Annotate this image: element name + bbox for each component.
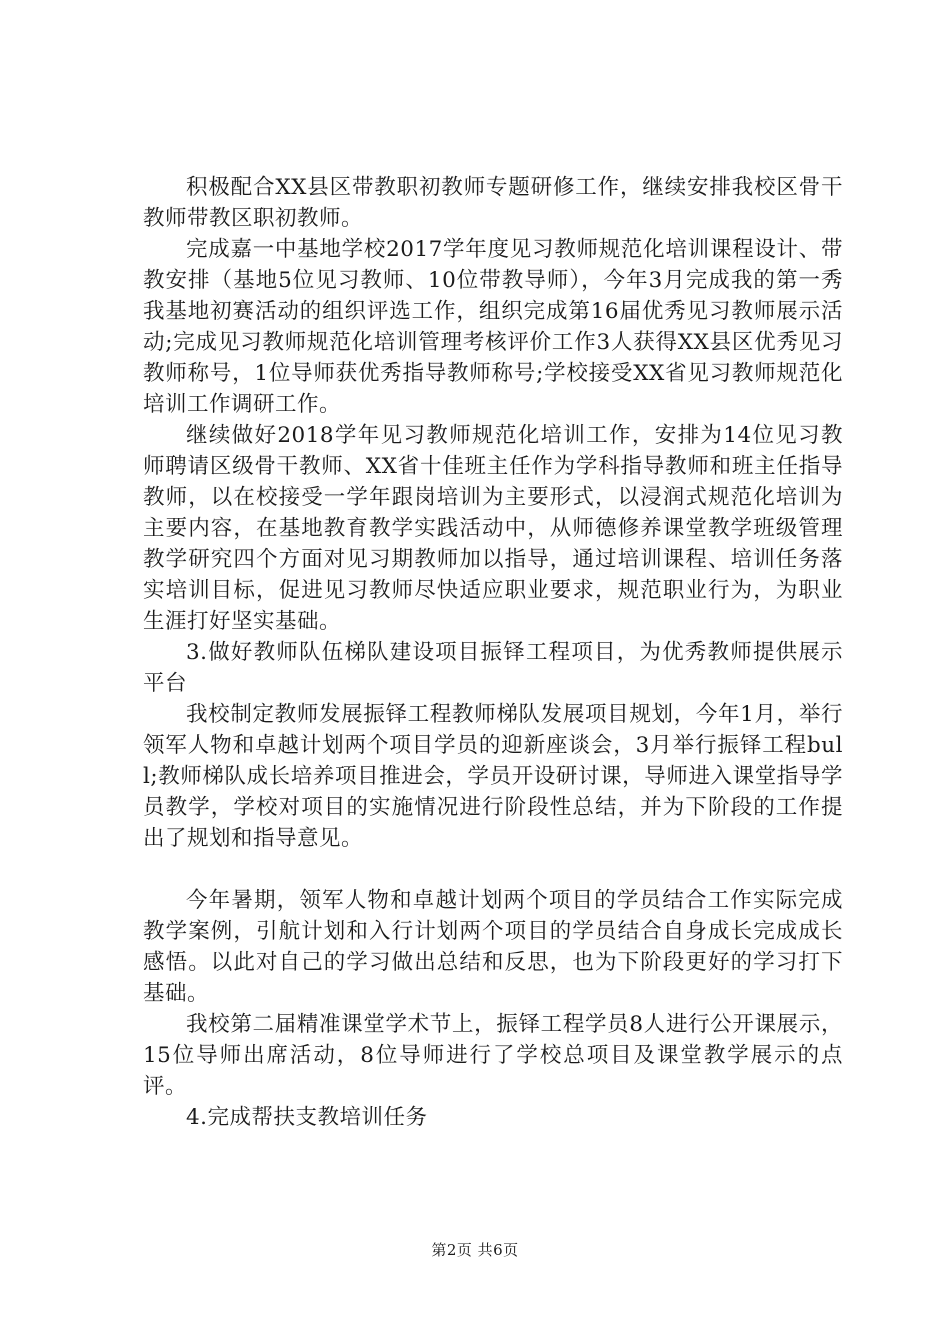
paragraph-academic-festival: 我校第二届精准课堂学术节上，振铎工程学员8人进行公开课展示，15位导师出席活动，8位导师进行了学校总项目及课堂教学展示的点评。 <box>143 1012 843 1099</box>
paragraph-mentoring: 积极配合XX县区带教职初教师专题研修工作，继续安排我校区骨干教师带教区职初教师。 <box>143 175 843 231</box>
paragraph-trainee-training-2017: 完成嘉一中基地学校2017学年度见习教师规范化培训课程设计、带教安排（基地5位见习教师、10位带教导师），今年3月完成我的第一秀我基地初赛活动的组织评选工作，组织完成第16届优秀见习教师展示活动;完成见习教师规范化培训管理考核评价工作3人获得XX县区优秀见习教师称号，1位导师获优秀指导教师称号;学校接受XX省见习教师规范化培训工作调研工作。 <box>143 237 843 417</box>
document-body <box>143 172 843 1133</box>
paragraph-trainee-training-2018: 继续做好2018学年见习教师规范化培训工作，安排为14位见习教师聘请区级骨干教师、XX省十佳班主任作为学科指导教师和班主任指导教师，以在校接受一学年跟岗培训为主要形式，以浸润式规范化培训为主要内容，在基地教育教学实践活动中，从师德修养课堂教学班级管理教学研究四个方面对见习期教师加以指导，通过培训课程、培训任务落实培训目标，促进见习教师尽快适应职业要求，规范职业行为，为职业生涯打好坚实基础。 <box>143 423 843 634</box>
page-footer: 第2页 共6页 <box>431 1241 519 1259</box>
section-heading-4: 4.完成帮扶支教培训任务 <box>186 1105 428 1130</box>
paragraph-zhenduo-plan: 我校制定教师发展振铎工程教师梯队发展项目规划，今年1月，举行领军人物和卓越计划两个项目学员的迎新座谈会，3月举行振铎工程bull;教师梯队成长培养项目推进会，学员开设研讨课，导师进入课堂指导学员教学，学校对项目的实施情况进行阶段性总结，并为下阶段的工作提出了规划和指导意见。 <box>143 702 843 851</box>
paragraph-summer-summary: 今年暑期，领军人物和卓越计划两个项目的学员结合工作实际完成教学案例，引航计划和入行计划两个项目的学员结合自身成长完成成长感悟。以此对自己的学习做出总结和反思，也为下阶段更好的学习打下基础。 <box>143 888 843 1006</box>
section-heading-3: 3.做好教师队伍梯队建设项目振铎工程项目，为优秀教师提供展示平台 <box>143 640 843 696</box>
